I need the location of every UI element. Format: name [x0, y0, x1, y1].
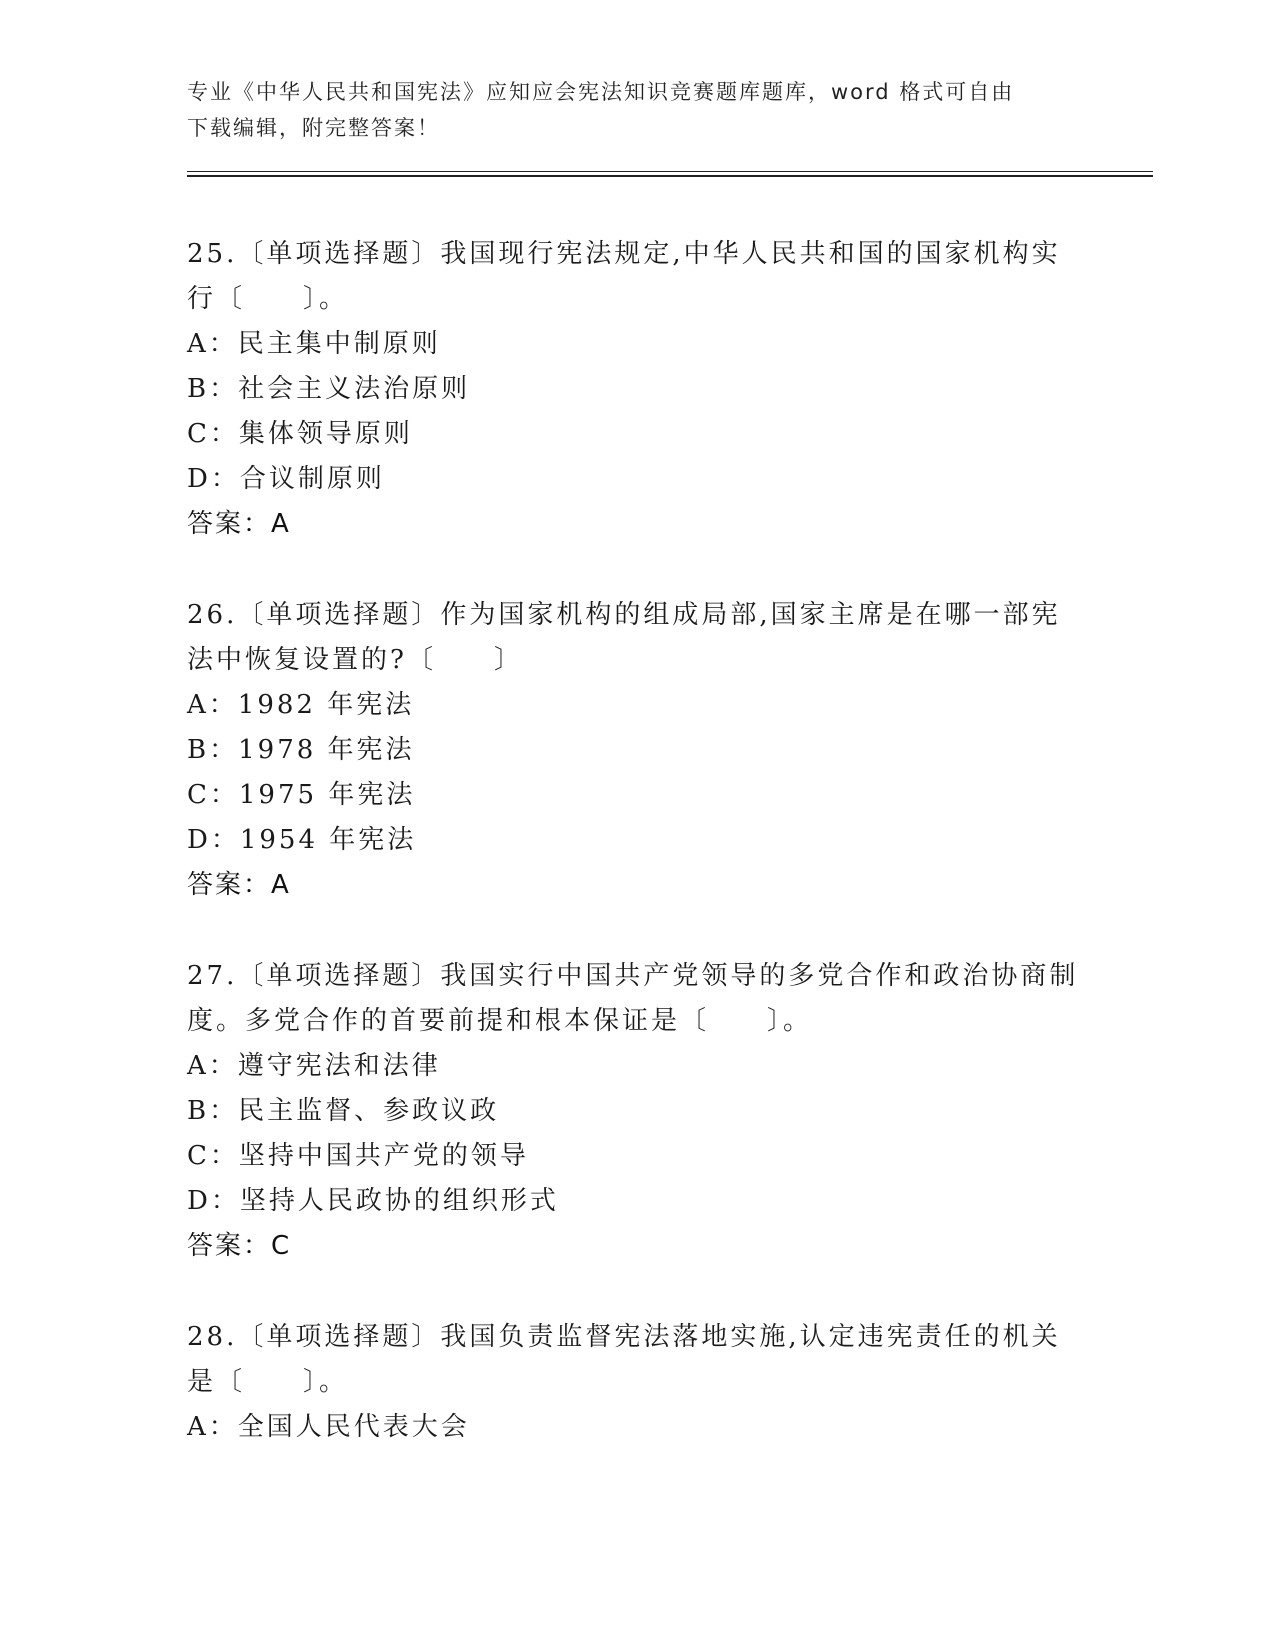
option-d: D：1954 年宪法 [187, 825, 417, 855]
answer: 答案：A [187, 870, 291, 900]
document-header [187, 74, 1087, 146]
option-d: D：坚持人民政协的组织形式 [187, 1186, 559, 1216]
question-26 [187, 593, 1087, 908]
question-stem-line: 27.〔单项选择题〕我国实行中国共产党领导的多党合作和政治协商制 [187, 961, 1079, 991]
question-27 [187, 954, 1087, 1269]
question-stem-line: 法中恢复设置的?〔 〕 [187, 645, 523, 675]
option-c: C：集体领导原则 [187, 419, 413, 449]
option-c: C：1975 年宪法 [187, 780, 416, 810]
question-stem [187, 954, 1087, 1044]
option-a: A：全国人民代表大会 [187, 1412, 470, 1442]
question-stem [187, 593, 1087, 683]
option-a: A：遵守宪法和法律 [187, 1051, 441, 1081]
question-stem [187, 232, 1087, 322]
option-b: B：民主监督、参政议政 [187, 1096, 500, 1126]
question-28 [187, 1315, 1087, 1450]
question-stem-line: 26.〔单项选择题〕作为国家机构的组成局部,国家主席是在哪一部宪 [187, 600, 1061, 630]
question-list [187, 232, 1087, 1496]
header-line-2: 下载编辑，附完整答案！ [187, 116, 440, 140]
question-stem-line: 行〔 〕。 [187, 284, 349, 314]
header-line-1: 专业《中华人民共和国宪法》应知应会宪法知识竞赛题库题库，word 格式可自由 [187, 80, 1015, 104]
option-a: A：民主集中制原则 [187, 329, 441, 359]
option-a: A：1982 年宪法 [187, 690, 415, 720]
answer: 答案：C [187, 1231, 292, 1261]
question-stem [187, 1315, 1087, 1405]
option-d: D：合议制原则 [187, 464, 385, 494]
answer: 答案：A [187, 509, 291, 539]
question-25 [187, 232, 1087, 547]
question-stem-line: 25.〔单项选择题〕我国现行宪法规定,中华人民共和国的国家机构实 [187, 239, 1061, 269]
header-divider-thick [187, 175, 1153, 177]
question-stem-line: 是〔 〕。 [187, 1367, 349, 1397]
option-c: C：坚持中国共产党的领导 [187, 1141, 529, 1171]
option-b: B：社会主义法治原则 [187, 374, 471, 404]
question-stem-line: 度。多党合作的首要前提和根本保证是〔 〕。 [187, 1006, 813, 1036]
question-stem-line: 28.〔单项选择题〕我国负责监督宪法落地实施,认定违宪责任的机关 [187, 1322, 1061, 1352]
option-b: B：1978 年宪法 [187, 735, 415, 765]
header-divider-thin [187, 171, 1153, 172]
